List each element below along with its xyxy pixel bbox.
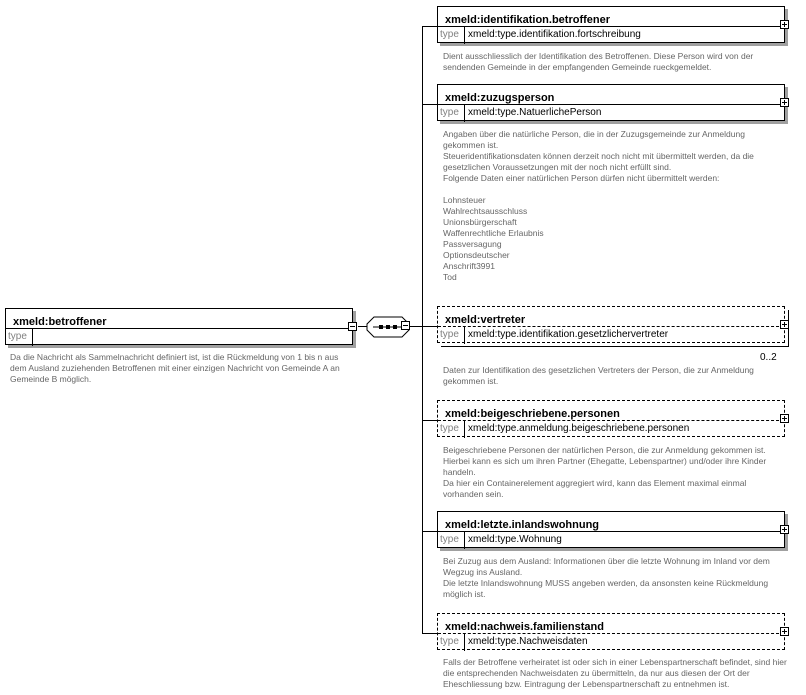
child-type-value: xmeld:type.anmeldung.beigeschriebene.personen	[468, 423, 690, 434]
child-type-divider	[464, 634, 465, 651]
cardinality-label: 0..2	[760, 352, 777, 363]
collapse-icon[interactable]	[348, 322, 357, 331]
child-type-row	[438, 420, 784, 438]
child-element-name: xmeld:beigeschriebene.personen	[445, 408, 620, 420]
child-element-box[interactable]	[437, 306, 785, 343]
expand-icon[interactable]	[780, 525, 789, 534]
child-type-value: xmeld:type.identifikation.gesetzlichervertreter	[468, 329, 669, 340]
tree-trunk-line	[422, 26, 423, 634]
child-element-box[interactable]	[437, 84, 785, 121]
child-documentation: Angaben über die natürliche Person, die in der Zuzugsgemeinde zur Anmeldung gekommen ist. Steueridentifikationsdaten können derzeit noch nicht mit übermittelt werden, da die gesetzlichen Voraussetzungen mit der noch nicht erfüllt sind. Folgende Daten einer natürlichen Person dürfen nicht übermittelt werden: Lohnsteuer Wahlrechtsausschluss Unionsbürgerschaft Waffenrechtliche Erlaubnis Passversagung Optionsdeutscher Anschrift3991 Tod	[443, 129, 754, 282]
root-type-row	[6, 328, 352, 346]
expand-icon[interactable]	[780, 627, 789, 636]
branch-line	[422, 633, 437, 634]
child-type-divider	[464, 327, 465, 344]
child-element-box[interactable]	[437, 511, 785, 548]
child-element-name: xmeld:nachweis.familienstand	[445, 621, 604, 633]
child-element-name: xmeld:identifikation.betroffener	[445, 14, 611, 26]
child-type-divider	[464, 532, 465, 549]
child-type-value: xmeld:type.identifikation.fortschreibung	[468, 29, 641, 40]
child-type-row	[438, 26, 784, 44]
child-type-divider	[464, 421, 465, 438]
child-type-label: type	[440, 636, 459, 647]
expand-icon[interactable]	[780, 98, 789, 107]
branch-line	[422, 26, 437, 27]
child-element-name: xmeld:zuzugsperson	[445, 92, 555, 104]
child-documentation: Daten zur Identifikation des gesetzlichen Vertreters der Person, die zur Anmeldung gekommen ist.	[443, 365, 754, 386]
child-type-label: type	[440, 423, 459, 434]
child-documentation: Falls der Betroffene verheiratet ist oder sich in einer Lebenspartnerschaft befindet, sind hier die entsprechenden Nachweisdaten zu übermitteln, da nur aus diesen der Ort der Eheschliessung bzw. Eintragung der Lebenspartnerschaft zu entnehmen ist.	[443, 657, 787, 689]
child-type-row	[438, 531, 784, 549]
root-documentation: Da die Nachricht als Sammelnachricht definiert ist, ist die Rückmeldung von 1 bis n aus dem Ausland zuziehenden Betroffenen mit einer einzigen Nachricht von Gemeinde A an Gemeinde B möglich.	[10, 352, 340, 384]
child-type-divider	[464, 105, 465, 122]
child-type-label: type	[440, 534, 459, 545]
child-type-value: xmeld:type.Wohnung	[468, 534, 562, 545]
expand-icon[interactable]	[780, 20, 789, 29]
child-element-name: xmeld:vertreter	[445, 314, 526, 326]
child-type-row	[438, 633, 784, 651]
child-type-divider	[464, 27, 465, 44]
child-documentation: Bei Zuzug aus dem Ausland: Informationen über die letzte Wohnung im Inland vor dem Wegzug ins Ausland. Die letzte Inlandswohnung MUSS angeben werden, da ansonsten keine Rückmeldung möglich ist.	[443, 556, 770, 599]
child-element-box[interactable]	[437, 6, 785, 43]
child-element-name: xmeld:letzte.inlandswohnung	[445, 519, 600, 531]
child-element-box[interactable]	[437, 400, 785, 437]
root-type-label: type	[8, 331, 27, 342]
child-type-value: xmeld:type.NatuerlichePerson	[468, 107, 602, 118]
child-type-label: type	[440, 107, 459, 118]
branch-line	[422, 420, 437, 421]
child-documentation: Dient ausschliesslich der Identifikation des Betroffenen. Diese Person wird von der sendenden Gemeinde in der empfangenden Gemeinde rueckgemeldet.	[443, 51, 754, 72]
child-type-label: type	[440, 29, 459, 40]
child-type-row	[438, 326, 784, 344]
branch-line	[422, 326, 437, 327]
child-documentation: Beigeschriebene Personen der natürlichen Person, die zur Anmeldung gekommen ist. Hierbei kann es sich um ihren Partner (Ehegatte, Lebenspartner) und/oder ihre Kinder handeln. Da hier ein Containerelement aggregiert wird, kann das Element maximal einmal vorhanden sein.	[443, 445, 767, 499]
root-element-name: xmeld:betroffener	[13, 316, 107, 328]
child-type-row	[438, 104, 784, 122]
expand-icon[interactable]	[780, 320, 789, 329]
expand-icon[interactable]	[780, 414, 789, 423]
branch-line	[422, 104, 437, 105]
child-type-value: xmeld:type.Nachweisdaten	[468, 636, 588, 647]
branch-line	[422, 531, 437, 532]
root-element-box[interactable]	[5, 308, 353, 345]
child-element-box[interactable]	[437, 613, 785, 650]
root-type-divider	[32, 329, 33, 346]
sequence-collapse-icon[interactable]	[401, 321, 410, 330]
sequence-connector-line	[410, 326, 422, 327]
child-type-label: type	[440, 329, 459, 340]
